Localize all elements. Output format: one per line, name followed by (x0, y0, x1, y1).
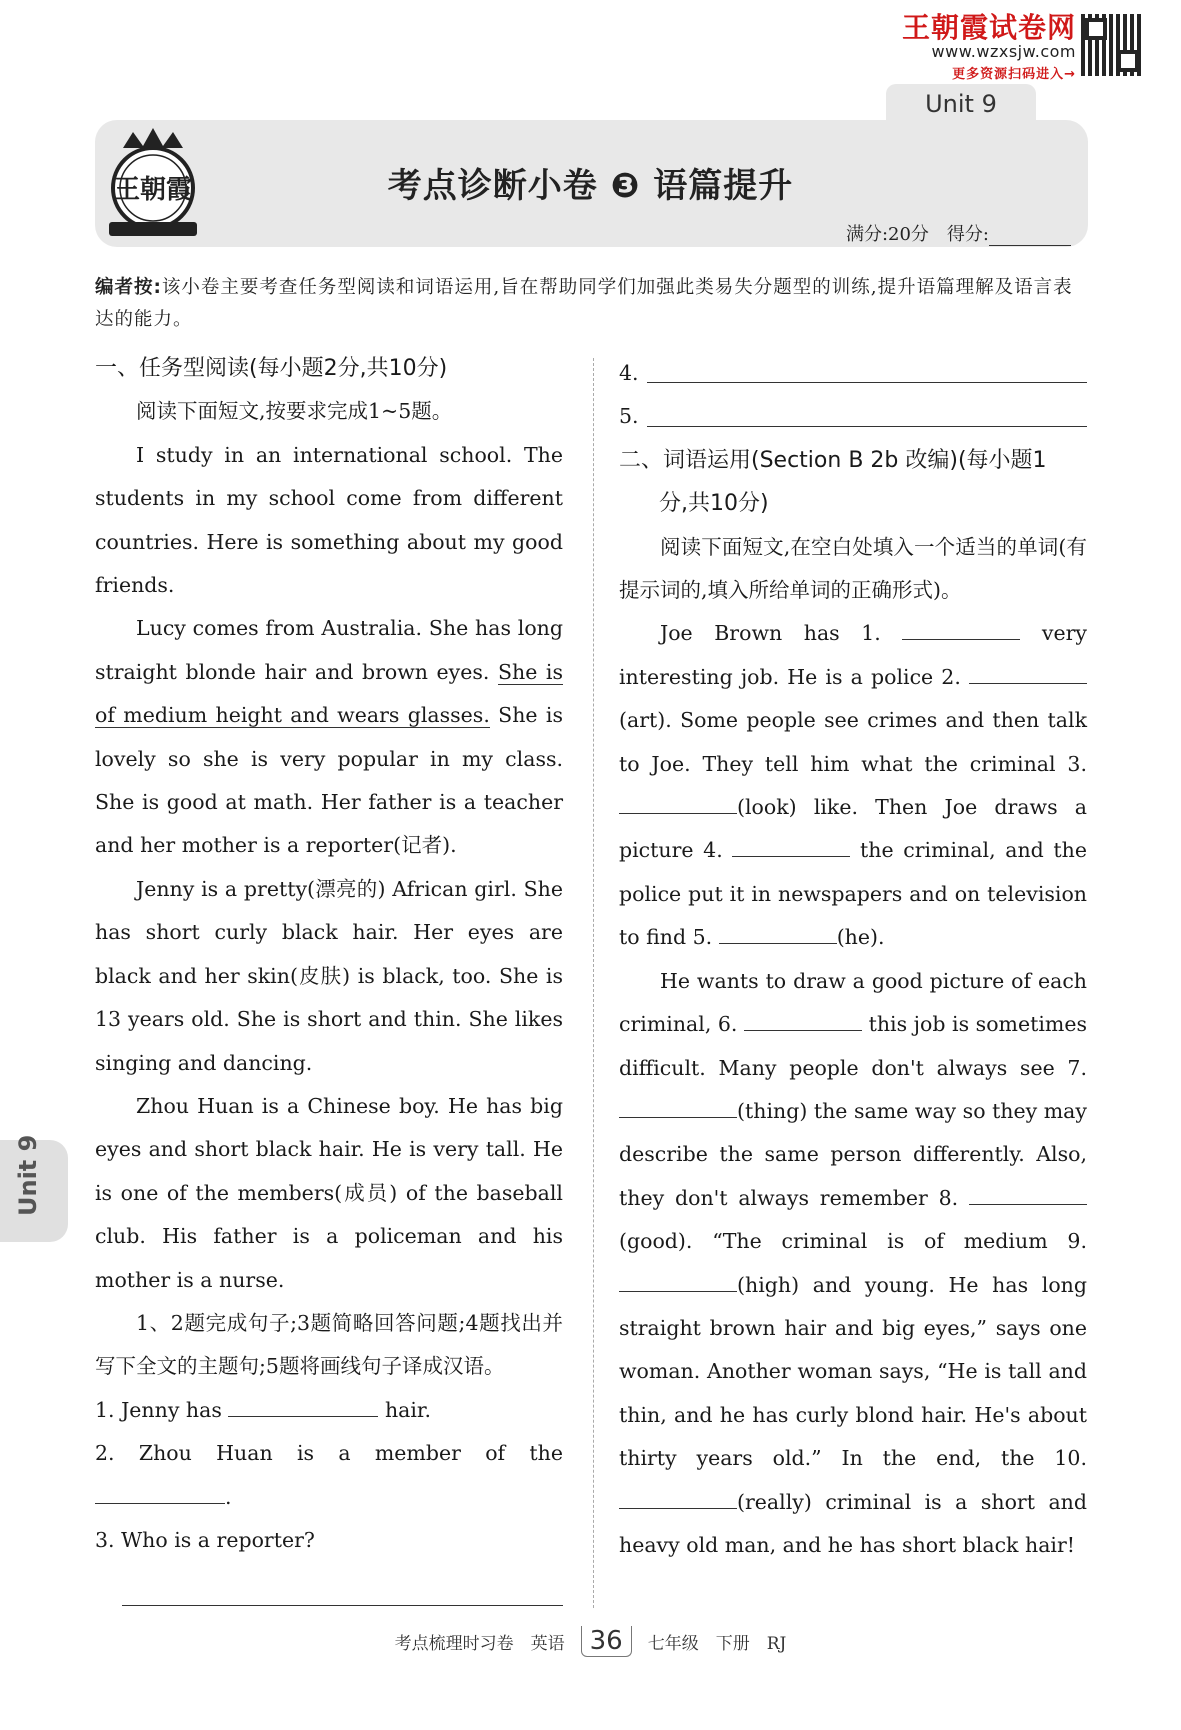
cloze-blank-5[interactable] (719, 923, 837, 945)
cloze-blank-6[interactable] (744, 1010, 862, 1032)
answer-blank-2[interactable] (95, 1482, 225, 1504)
question-1 (95, 1389, 563, 1432)
question-1-end: hair. (384, 1397, 431, 1422)
answer-line-3[interactable] (122, 1562, 563, 1606)
question-5-label: 5. (619, 404, 639, 429)
cloze-blank-3[interactable] (619, 793, 737, 815)
section1-heading: 一、任务型阅读(每小题2分,共10分) (95, 356, 448, 381)
section2-heading-cont: 分,共10分) (659, 491, 769, 517)
qr-code-icon[interactable] (1081, 14, 1143, 76)
unit-tab: Unit 9 (886, 84, 1036, 124)
answer-blank-1[interactable] (228, 1395, 378, 1417)
question-2-text: 2. Zhou Huan is a member of the (95, 1441, 563, 1466)
brand-more-link[interactable]: 更多资源扫码进入→ (952, 67, 1076, 82)
underlined-sentence: She is of medium height and wears glasses. (95, 659, 564, 728)
editor-note (95, 272, 1090, 336)
side-unit-tab (0, 1134, 68, 1242)
side-unit-label: Unit 9 (14, 1134, 42, 1216)
cloze-blank-7[interactable] (619, 1096, 737, 1118)
cloze-blank-10[interactable] (619, 1487, 737, 1509)
passage-paragraph: Jenny is a pretty(漂亮的) African girl. She has short curly black hair. Her eyes are black and her skin(皮肤) is black, too. She is 13 years old. She is short and thin. She likes singing and dancing. (95, 876, 563, 1075)
svg-text:王朝霞: 王朝霞 (113, 175, 193, 205)
cloze-blank-2[interactable] (969, 662, 1087, 684)
cloze-blank-1[interactable] (902, 619, 1020, 641)
footer-grade: 七年级 下册 RJ (647, 1634, 787, 1654)
footer-book: 考点梳理时习卷 英语 (394, 1634, 565, 1654)
passage-paragraph (95, 607, 563, 867)
score-field (846, 220, 1071, 246)
cloze-blank-8[interactable] (969, 1183, 1087, 1205)
question-4-label: 4. (619, 361, 639, 385)
page-title: 考点诊断小卷 ❸ 语篇提升 (387, 166, 794, 206)
score-blank[interactable] (989, 224, 1071, 246)
cloze-paragraph-2: He wants to draw a good picture of each criminal, 6. this job is sometimes difficult. Many people don't always see 7. (thing) the same way so they may describe the same person differently. Also, they don't always remember 8. (good). “The criminal is of medium 9. (high) and young. He has long straight brown hair and big eyes,” says one woman. Another woman says, “He is tall and thin, and he has curly blond hair. He's about thirty years old.” In the end, the 10. (really) criminal is a short and heavy old man, and he has short black hair! (619, 968, 1087, 1557)
section1-instruction: 阅读下面短文,按要求完成1~5题。 (136, 399, 453, 424)
section2-instruction: 阅读下面短文,在空白处填入一个适当的单词(有提示词的,填入所给单词的正确形式)。 (619, 534, 1087, 603)
passage-paragraph: Zhou Huan is a Chinese boy. He has big eyes and short black hair. He is very tall. He is one of the members(成员) of the baseball club. His father is a policeman and his mother is a nurse. (95, 1093, 563, 1292)
left-column (95, 347, 563, 1606)
question-2: 2. Zhou Huan is a member of the . (95, 1441, 563, 1509)
cloze-blank-9[interactable] (619, 1270, 737, 1292)
question-3: 3. Who is a reporter? (95, 1527, 315, 1552)
editor-note-label: 编者按: (95, 277, 162, 298)
question-1-text: 1. Jenny has (95, 1397, 222, 1422)
editor-note-text: 该小卷主要考查任务型阅读和词语运用,旨在帮助同学们加强此类易失分题型的训练,提升语篇理解及语言表达的能力。 (95, 277, 1073, 330)
passage-text: She is lovely so she is very popular in my class. She is good at math. Her father is a teacher and her mother is a reporter(记者). (95, 703, 563, 858)
question-5 (619, 395, 1087, 438)
answer-line-5[interactable] (647, 395, 1087, 426)
cloze-paragraph-1: Joe Brown has 1. very interesting job. He is a police 2. (art). Some people see crimes and then talk to Joe. They tell him what the criminal 3. (look) like. Then Joe draws a picture 4. the criminal, and the police put it in newspapers and on television to find 5. (he). (619, 612, 1087, 959)
score-label: 满分:20分 得分: (845, 224, 989, 245)
answer-line-4[interactable] (647, 352, 1087, 383)
task-instruction: 1、2题完成句子;3题简略回答问题;4题找出并写下全文的主题句;5题将画线句子译成汉语。 (95, 1310, 563, 1379)
passage-text: Lucy comes from Australia. She has long straight blonde hair and brown eyes. (95, 616, 563, 684)
page-number: 36 (581, 1626, 632, 1657)
cloze-blank-4[interactable] (732, 836, 850, 858)
brand-name: 王朝霞试卷网 (901, 11, 1076, 44)
page-footer (0, 1626, 1181, 1657)
passage-paragraph: I study in an international school. The students in my school come from different countries. Here is something about my good friends. (95, 442, 563, 598)
section2-heading: 二、词语运用(Section B 2b 改编)(每小题1 (619, 447, 1047, 473)
column-divider (593, 358, 594, 1608)
question-4 (619, 352, 1087, 395)
brand-url[interactable]: www.wzxsjw.com (931, 42, 1076, 61)
right-column (619, 352, 1087, 1567)
